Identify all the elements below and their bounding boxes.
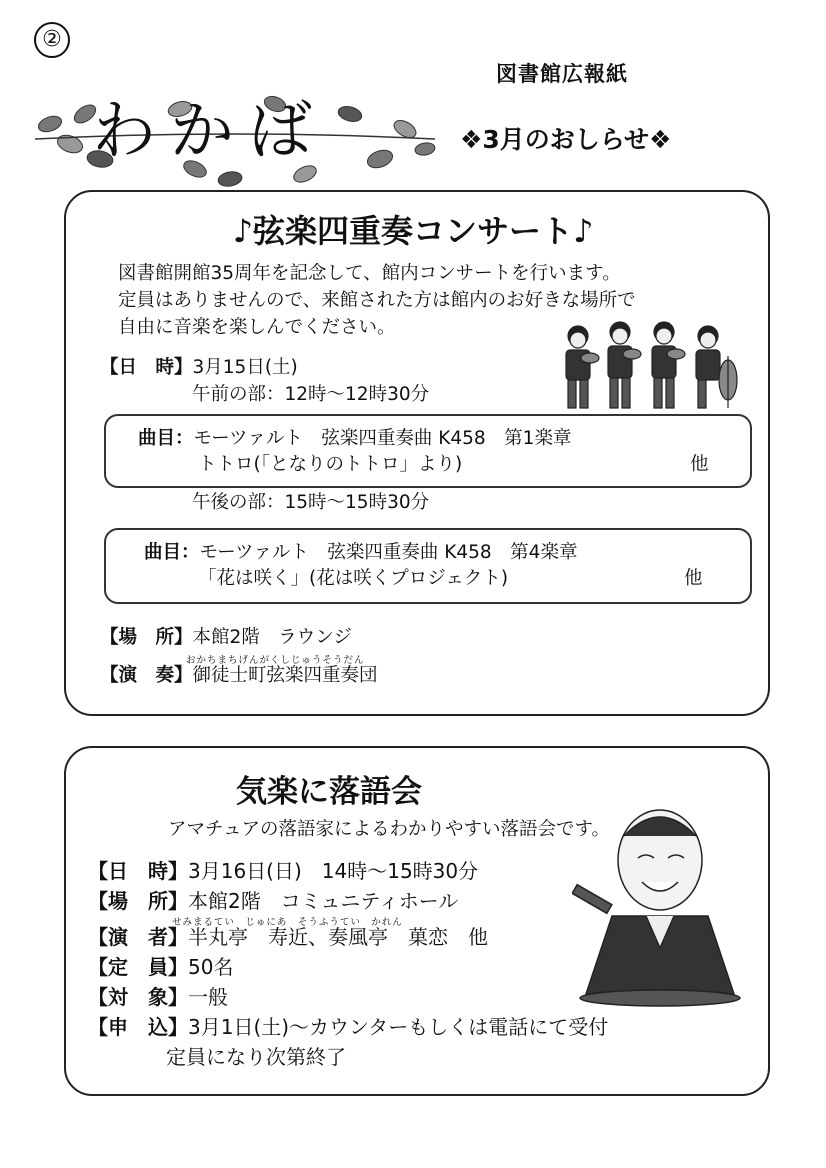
rakugo-apply-value: 3月1日(土)～カウンターもしくは電話にて受付 (188, 1015, 609, 1039)
rakugo-row-capacity (88, 954, 233, 980)
concert-heading: ♪弦楽四重奏コンサート♪ (232, 212, 594, 250)
concert-place-label: 【場 所】 (100, 627, 193, 648)
concert-performer-value: 御徒士町弦楽四重奏団 (192, 665, 378, 686)
concert-performer-row (100, 664, 378, 688)
concert-intro-line-3: 自由に音楽を楽しんでください。 (118, 317, 396, 338)
morning-program-piece-1: モーツァルト 弦楽四重奏曲 K458 第1楽章 (193, 428, 572, 449)
rakugo-capacity-label: 【定 員】 (88, 955, 188, 979)
rakugo-row-date (88, 858, 478, 884)
rakugo-row-performers (88, 924, 488, 950)
concert-intro-line-1: 図書館開館35周年を記念して、館内コンサートを行います。 (118, 263, 621, 284)
morning-program-piece-2: トトロ(「となりのトトロ」より) (198, 454, 463, 475)
rakugo-performer-illustration (572, 798, 748, 1008)
newsletter-title: わかば (92, 95, 326, 169)
afternoon-program-etc: 他 (684, 568, 703, 589)
concert-date-row (100, 356, 298, 380)
rakugo-date-label: 【日 時】 (88, 859, 188, 883)
rakugo-place-value: 本館2階 コミュニティホール (188, 889, 459, 913)
rakugo-date-value: 3月16日(日) 14時～15時30分 (188, 859, 479, 883)
rakugo-intro: アマチュアの落語家によるわかりやすい落語会です。 (168, 819, 610, 840)
page-number: ② (34, 22, 70, 58)
concert-place-row (100, 626, 352, 650)
afternoon-program-label: 曲目： (144, 542, 200, 563)
morning-program-label: 曲目： (138, 428, 194, 449)
rakugo-apply-label: 【申 込】 (88, 1015, 188, 1039)
string-quartet-illustration (556, 318, 744, 410)
rakugo-apply-note: 定員になり次第終了 (166, 1045, 346, 1069)
rakugo-heading: 気楽に落語会 (236, 774, 422, 810)
rakugo-row-audience (88, 984, 228, 1010)
afternoon-program-piece-2: 「花は咲く」(花は咲くプロジェクト) (198, 568, 509, 589)
rakugo-capacity-value: 50名 (188, 955, 234, 979)
afternoon-program-piece-1: モーツァルト 弦楽四重奏曲 K458 第4楽章 (199, 542, 578, 563)
concert-date-label: 【日 時】 (100, 357, 193, 378)
concert-place-value: 本館2階 ラウンジ (192, 627, 352, 648)
rakugo-audience-label: 【対 象】 (88, 985, 188, 1009)
rakugo-place-label: 【場 所】 (88, 889, 188, 913)
morning-program-line-1 (138, 427, 571, 451)
concert-date-value: 3月15日(土) (192, 357, 298, 378)
rakugo-row-place (88, 888, 458, 914)
afternoon-session: 午後の部：15時～15時30分 (192, 492, 430, 513)
performer-ruby: おかちまちげんがくしじゅうそうだん (186, 655, 365, 666)
rakugo-row-apply (88, 1014, 608, 1040)
issue-label: ❖3月のおしらせ❖ (460, 125, 672, 154)
rakugo-performers-label: 【演 者】 (88, 925, 188, 949)
afternoon-program-box (104, 528, 752, 604)
rakugo-performers-ruby: せみまるてい じゅにあ そうふうてい かれん (172, 917, 403, 928)
afternoon-program-line-1 (144, 541, 577, 565)
newsletter-type: 図書館広報紙 (496, 62, 628, 86)
morning-program-etc: 他 (690, 454, 709, 475)
rakugo-audience-value: 一般 (188, 985, 228, 1009)
concert-intro-line-2: 定員はありませんので、来館された方は館内のお好きな場所で (118, 290, 636, 311)
concert-performer-label: 【演 奏】 (100, 665, 193, 686)
rakugo-performers-value: 半丸亭 寿近、奏風亭 菓恋 他 (188, 925, 488, 949)
morning-session: 午前の部：12時～12時30分 (192, 384, 430, 405)
